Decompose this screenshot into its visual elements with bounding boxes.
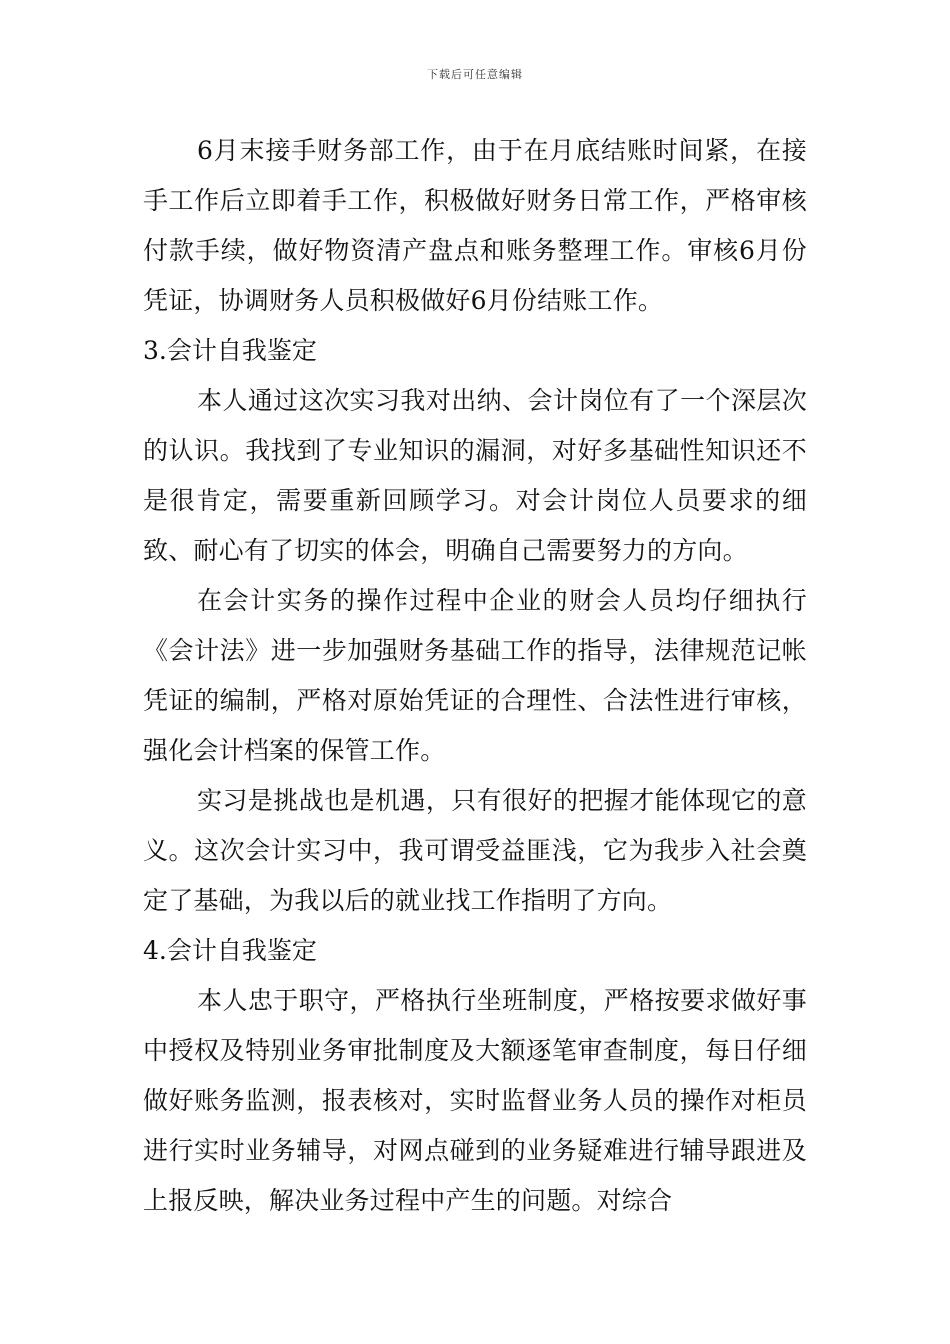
paragraph-internship-understanding: 本人通过这次实习我对出纳、会计岗位有了一个深层次的认识。我找到了专业知识的漏洞，对好多基础性知识还不是很肯定，需要重新回顾学习。对会计岗位人员要求的细致、耐心有了切实的体会，明确自己需要努力的方向。 <box>143 386 807 565</box>
document-body <box>143 126 807 1226</box>
paragraph-duty: 本人忠于职守，严格执行坐班制度，严格按要求做好事中授权及特别业务审批制度及大额逐笔审查制度，每日仔细做好账务监测，报表核对，实时监督业务人员的操作对柜员进行实时业务辅导，对网点碰到的业务疑难进行辅导跟进及上报反映，解决业务过程中产生的问题。对综合 <box>143 986 807 1215</box>
paragraph-handover: 6月末接手财务部工作，由于在月底结账时间紧，在接手工作后立即着手工作，积极做好财务日常工作，严格审核付款手续，做好物资清产盘点和账务整理工作。审核6月份凭证，协调财务人员积极做好6月份结账工作。 <box>143 136 807 315</box>
paragraph-challenge-opportunity: 实习是挑战也是机遇，只有很好的把握才能体现它的意义。这次会计实习中，我可谓受益匪浅，它为我步入社会奠定了基础，为我以后的就业找工作指明了方向。 <box>143 786 807 915</box>
paragraph-accounting-practice: 在会计实务的操作过程中企业的财会人员均仔细执行《会计法》进一步加强财务基础工作的指导，法律规范记帐凭证的编制，严格对原始凭证的合理性、合法性进行审核，强化会计档案的保管工作。 <box>143 586 807 765</box>
section-heading-3: 3.会计自我鉴定 <box>143 336 317 365</box>
section-heading-4: 4.会计自我鉴定 <box>143 936 317 965</box>
header-note: 下载后可任意编辑 <box>427 68 523 81</box>
